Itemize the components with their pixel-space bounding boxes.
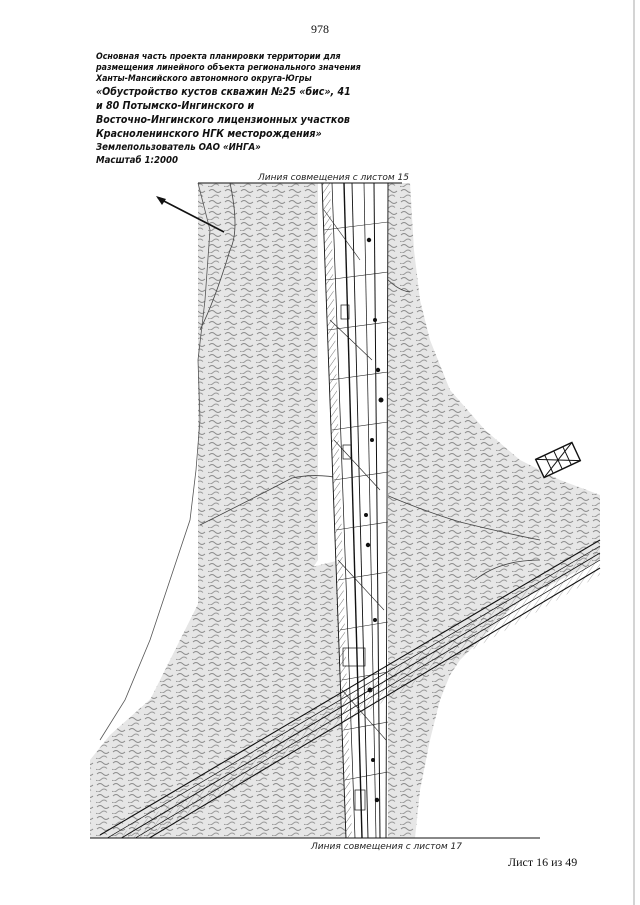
header-line: размещения линейного объекта регионального значения	[96, 63, 361, 73]
header-line: Основная часть проекта планировки территории для	[96, 52, 341, 62]
page-number: 978	[311, 22, 329, 36]
match-line-bottom-label: Линия совмещения с листом 17	[311, 842, 462, 852]
header-line: Масштаб 1:2000	[96, 155, 178, 166]
header-line: Красноленинского НГК месторождения»	[96, 127, 322, 140]
header-line: Ханты-Мансийского автономного округа-Югры	[96, 74, 312, 84]
header-line: Восточно-Ингинского лицензионных участков	[96, 113, 350, 126]
well-pad-icon	[536, 442, 581, 477]
header-line: и 80 Потымско-Ингинского и	[96, 99, 255, 112]
sheet-number: Лист 16 из 49	[508, 855, 578, 869]
header-line: «Обустройство кустов скважин №25 «бис», 41	[96, 85, 351, 98]
header-line: Землепользователь ОАО «ИНГА»	[96, 142, 261, 153]
match-line-top-label: Линия совмещения с листом 15	[258, 173, 409, 183]
